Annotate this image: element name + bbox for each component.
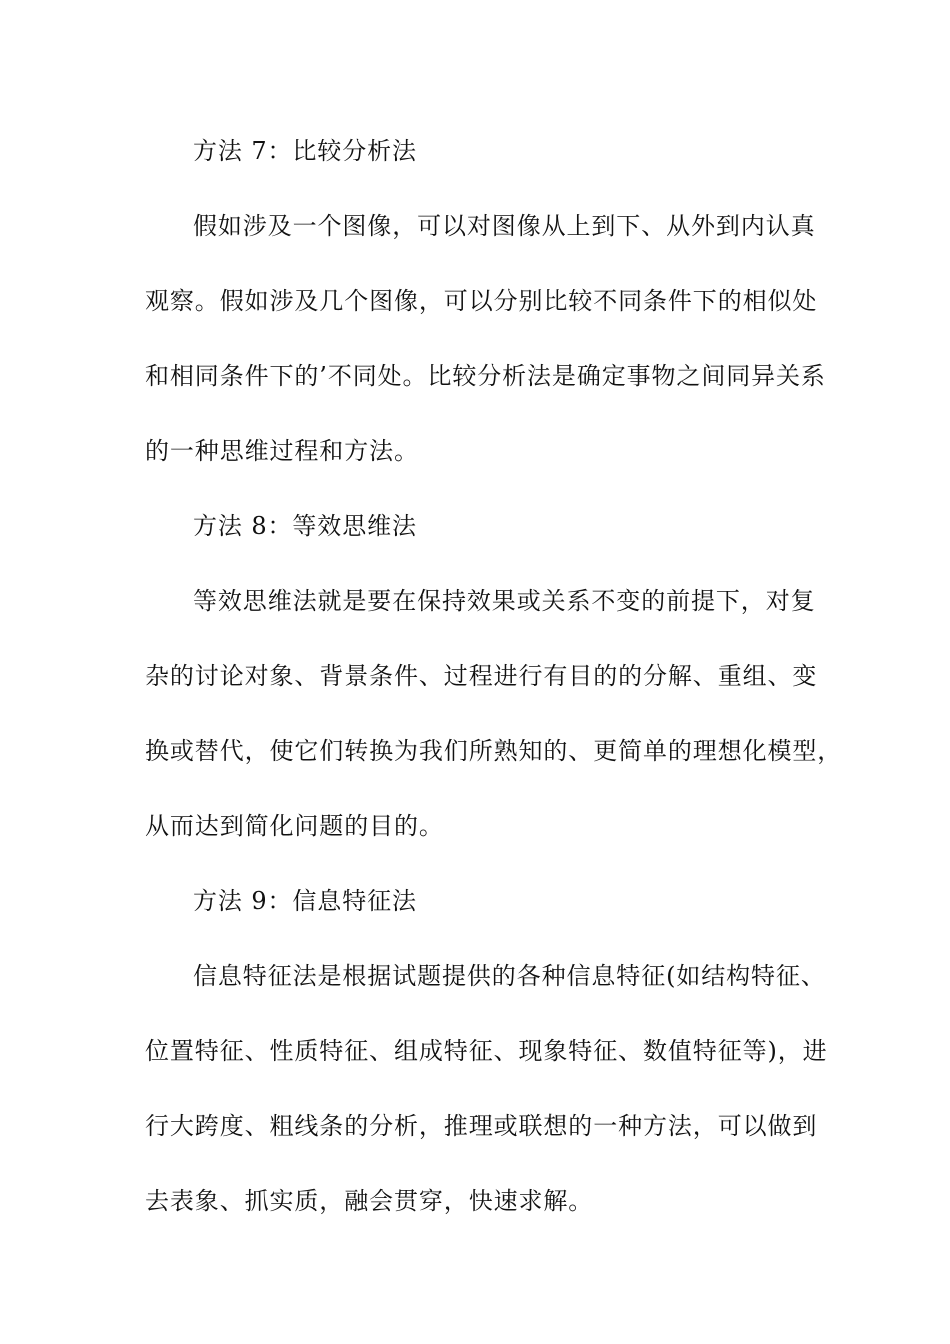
section-heading: 方法 7：比较分析法 (193, 137, 417, 165)
paragraph-line: 假如涉及一个图像，可以对图像从上到下、从外到内认真 (193, 212, 816, 240)
paragraph-line: 从而达到简化问题的目的。 (145, 812, 444, 840)
document-body (145, 125, 843, 1250)
paragraph-line: 的一种思维过程和方法。 (145, 437, 419, 465)
paragraph-line: 位置特征、性质特征、组成特征、现象特征、数值特征等)，进 (145, 1037, 828, 1065)
paragraph-line: 去表象、抓实质，融会贯穿，快速求解。 (145, 1187, 594, 1215)
section-heading: 方法 8：等效思维法 (193, 512, 417, 540)
paragraph-line: 换或替代，使它们转换为我们所熟知的、更简单的理想化模型， (145, 737, 843, 765)
section-heading: 方法 9：信息特征法 (193, 887, 417, 915)
paragraph-line: 信息特征法是根据试题提供的各种信息特征(如结构特征、 (193, 962, 826, 990)
paragraph-line: 杂的讨论对象、背景条件、过程进行有目的的分解、重组、变 (145, 662, 818, 690)
paragraph-line: 和相同条件下的’不同处。比较分析法是确定事物之间同异关系 (145, 362, 826, 390)
paragraph-line: 观察。假如涉及几个图像，可以分别比较不同条件下的相似处 (145, 287, 818, 315)
paragraph-line: 等效思维法就是要在保持效果或关系不变的前提下，对复 (193, 587, 816, 615)
paragraph-line: 行大跨度、粗线条的分析，推理或联想的一种方法，可以做到 (145, 1112, 818, 1140)
